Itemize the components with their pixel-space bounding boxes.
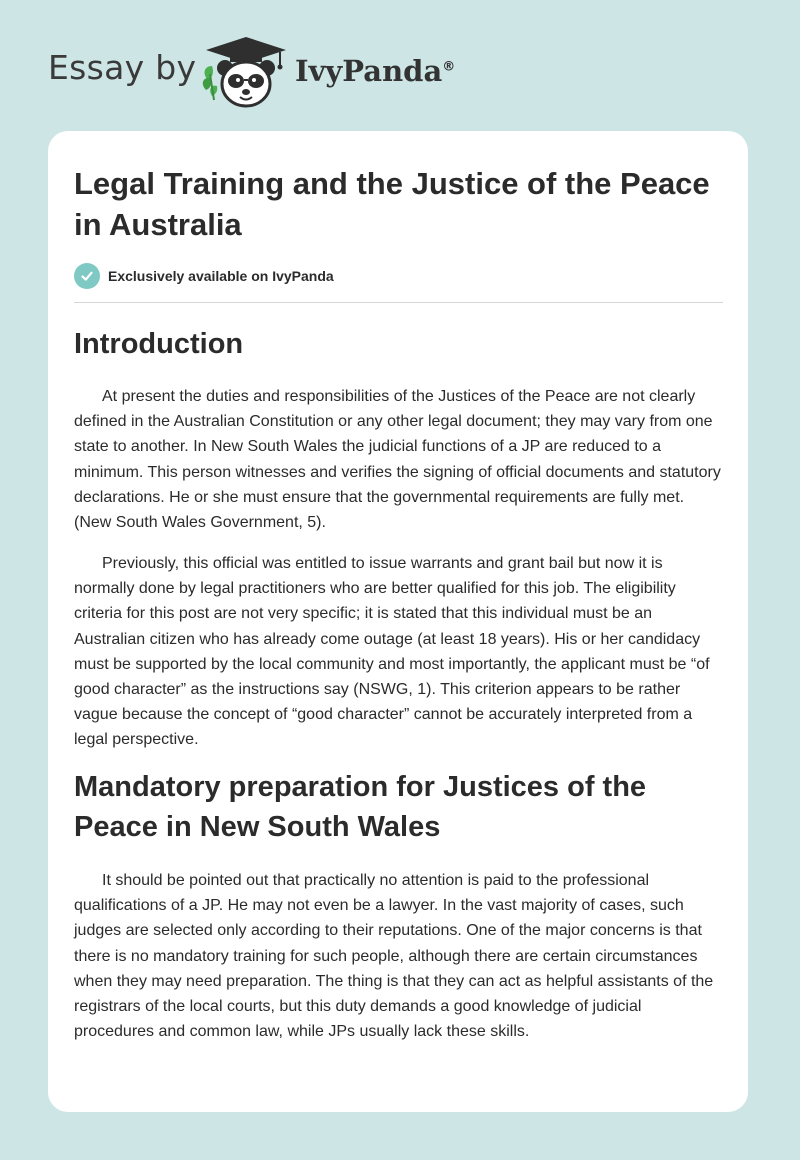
exclusive-label: Exclusively available on IvyPanda <box>108 268 334 284</box>
essay-by-label: Essay by <box>48 48 197 87</box>
essay-card <box>48 131 748 1112</box>
section-heading-introduction: Introduction <box>74 328 244 360</box>
page-title: Legal Training and the Justice of the Peace in Australia <box>74 166 710 242</box>
check-circle-icon <box>74 263 100 289</box>
exclusive-badge <box>74 263 334 289</box>
panda-graduate-icon[interactable] <box>200 34 290 110</box>
divider <box>74 302 723 303</box>
paragraph: It should be pointed out that practically no attention is paid to the professional qualifications of a JP. He may not even be a lawyer. In the vast majority of cases, such judges are selected only according to their reputations. One of the major concerns is that there is no mandatory training for such people, although there are certain circumstances when they may need preparation. The thing is that they can act as helpful assistants of the registrars of the local courts, but this duty demands a good knowledge of judicial procedures and common law, while JPs usually lack these skills. <box>74 872 714 1041</box>
section-heading-mandatory-preparation: Mandatory preparation for Justices of the Peace in New South Wales <box>74 771 647 843</box>
site-header <box>48 34 648 110</box>
paragraph: Previously, this official was entitled to issue warrants and grant bail but now it is normally done by legal practitioners who are better qualified for this job. The eligibility criteria for this post are not very specific; it is stated that this individual must be an Australian citizen who has already come outage (at least 18 years). His or her candidacy must be supported by the local community and most importantly, the applicant must be “of good character” as the instructions say (NSWG, 1). This criterion appears to be rather vague because the concept of “good character” cannot be accurately interpreted from a legal perspective. <box>74 555 710 749</box>
brand-name[interactable]: IvyPanda® <box>295 54 456 88</box>
paragraph: At present the duties and responsibilities of the Justices of the Peace are not clearly defined in the Australian Constitution or any other legal document; they may vary from one state to another. In New South Wales the judicial functions of a JP are reduced to a minimum. This person witnesses and verifies the signing of official documents and statutory declarations. He or she must ensure that the governmental requirements are fully met. (New South Wales Government, 5). <box>74 388 721 532</box>
registered-mark: ® <box>442 59 456 75</box>
